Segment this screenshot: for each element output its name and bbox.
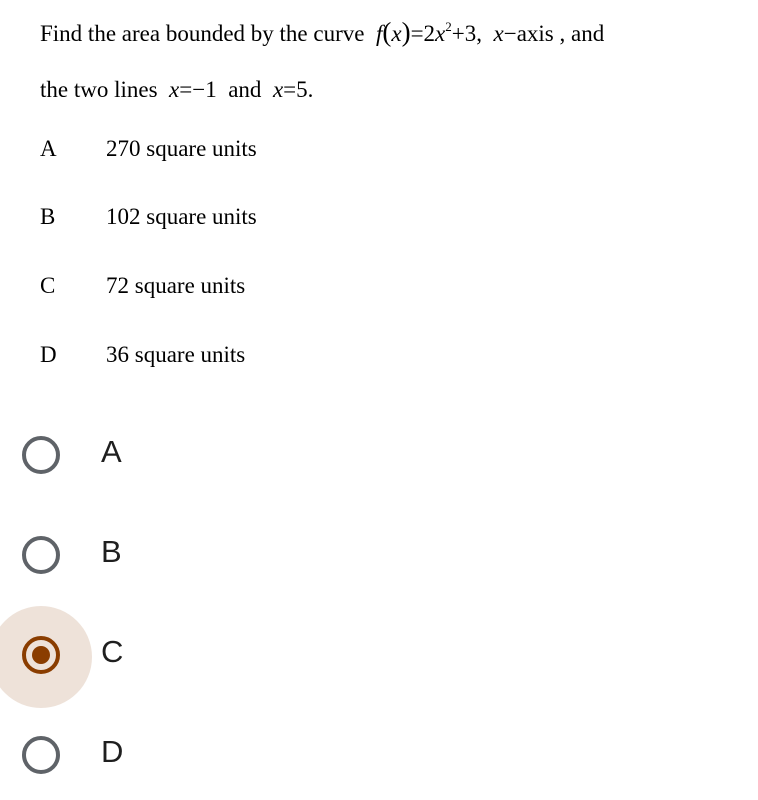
exponent: 2 <box>445 19 452 34</box>
radio-option-a[interactable] <box>0 404 300 500</box>
function-expression: $f(x)=2x^2+3$, x−axis <box>375 17 554 47</box>
choice-text: 270 square units <box>106 136 257 161</box>
radio-button-b[interactable] <box>22 536 60 574</box>
question-line2-prefix: the two lines <box>40 77 158 102</box>
choice-letter: B <box>40 204 56 229</box>
radio-label-b[interactable]: B <box>101 534 122 569</box>
line-a-equation: =−1 <box>179 77 217 102</box>
function-variable: x <box>391 21 402 46</box>
question-prefix: Find the area bounded by the curve <box>40 21 365 46</box>
choice-letter: C <box>40 273 56 298</box>
radio-label-a[interactable]: A <box>101 434 122 469</box>
radio-button-a[interactable] <box>22 436 60 474</box>
choice-letter: A <box>40 136 57 161</box>
choice-text: 102 square units <box>106 204 257 229</box>
constant-term: +3, <box>451 21 482 46</box>
radio-label-d[interactable]: D <box>101 734 124 769</box>
and-word: and <box>228 77 262 102</box>
radio-option-c[interactable] <box>0 604 300 700</box>
radio-label-c[interactable]: C <box>101 634 124 669</box>
radio-option-d[interactable] <box>0 704 300 800</box>
radio-button-d[interactable] <box>22 736 60 774</box>
coefficient: 2 <box>423 21 436 46</box>
radio-selected-dot <box>32 646 50 664</box>
question-suffix: , and <box>559 21 605 46</box>
radio-options-group <box>0 404 758 798</box>
power-variable: x <box>435 21 446 46</box>
radio-option-b[interactable] <box>0 504 300 600</box>
line-b-variable: x <box>272 77 284 102</box>
choice-letter: D <box>40 342 57 367</box>
question-line-1 <box>40 16 604 48</box>
choice-text: 72 square units <box>106 273 246 298</box>
line-b-equation: =5. <box>283 77 314 102</box>
axis-variable: x <box>493 21 504 46</box>
line-a-variable: x <box>169 77 180 102</box>
question-line-2 <box>40 76 313 104</box>
function-name: f <box>375 21 383 46</box>
choice-text: 36 square units <box>106 342 246 367</box>
equals-sign: = <box>410 21 424 46</box>
axis-text: −axis <box>503 21 554 46</box>
radio-button-c[interactable] <box>22 636 60 674</box>
